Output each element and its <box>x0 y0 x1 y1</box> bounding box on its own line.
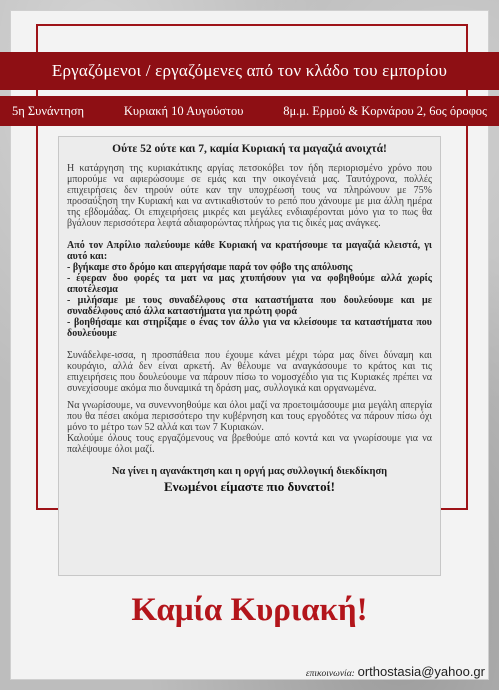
meeting-number: 5η Συνάντηση <box>12 103 85 118</box>
slogan-line-1: Να γίνει η αγανάκτηση και η οργή μας συλλογική διεκδίκηση <box>111 466 388 477</box>
action-item: - βγήκαμε στο δρόμο και απεργήσαμε παρά τον φόβο της απόλυσης <box>67 262 353 273</box>
contact-line <box>306 664 485 679</box>
contact-email[interactable]: orthostasia@yahoo.gr <box>357 664 485 679</box>
paragraph-3: Να γνωρίσουμε, να συνεννοηθούμε και όλοι μαζί να προετοιμάσουμε μια μεγάλη απεργία που θα πέσει ακόμα περισσότερο την κυβέρνηση και τους εργοδότες να πάρουν πίσω όχι μόνο το μέτρο των 52 αλλά και των 7 Κυριακών. <box>67 400 432 433</box>
meeting-date: Κυριακή 10 Αυγούστου <box>123 103 244 118</box>
slogan-line-2: Ενωμένοι είμαστε πιο δυνατοί! <box>164 479 335 494</box>
action-item: - μιλήσαμε με τους συναδέλφους στα καταστήματα που δουλεύουμε και με συναδέλφους από άλλα καταστήματα για πρώτη φορά <box>67 295 432 317</box>
paragraph-2: Συνάδελφε-ισσα, η προσπάθεια που έχουμε κάνει μέχρι τώρα μας δίνει δύναμη και κουράγιο, αλλά δεν είναι αρκετή. Αν θέλουμε να αναγκάσουμε το κράτος και τις επιχειρήσεις που δουλεύουμε να πάρουν πίσω το νομοσχέδιο για τις Κυριακές πρέπει να συνεχίσουμε ακόμα πιο δυναμικά τη δράση μας, συλλογικά και οργανωμένα. <box>67 350 432 394</box>
article-box <box>58 136 441 576</box>
paragraph-4: Καλούμε όλους τους εργαζόμενους να βρεθούμε από κοντά και να γνωρίσουμε για να παλέψουμε όλοι μαζί. <box>67 433 432 455</box>
header-banner <box>0 52 499 90</box>
contact-label: επικοινωνία: <box>305 669 355 679</box>
poster-title: Εργαζόμενοι / εργαζόμενες από τον κλάδο του εμπορίου <box>51 61 448 80</box>
article-headline: Ούτε 52 ούτε και 7, καμία Κυριακή τα μαγαζιά ανοιχτά! <box>112 143 387 155</box>
meeting-info-banner <box>0 96 499 126</box>
action-item: - βοηθήσαμε και στηρίξαμε ο ένας τον άλλο για να κλείσουμε τα καταστήματα που δουλεύουμε <box>67 317 432 339</box>
meeting-place: 8μ.μ. Ερμού & Κορνάρου 2, 6ος όροφος <box>283 103 487 118</box>
paragraph-1: Η κατάργηση της κυριακάτικης αργίας πετσοκόβει τον ήδη περιορισμένο χρόνο που μπορούμε να αφιερώσουμε σε εμάς και την οικογένειά μας. Ταυτόχρονα, πολλές επιχειρήσεις δεν τηρούν ούτε καν την υποχρέωσή τους να πληρώνουν με 75% προσαύξηση την Κυριακή και να αντικαθιστούν το ρεπό που χάνουμε με μια άλλη ημέρα της εβδομάδας. Οι επιχειρήσεις μικρές και μεγάλες ενδιαφέρονται μόνο για το πως θα βγάλουν περισσότερα λεφτά αδιαφορώντας πλήρως για τις δικές μας ανάγκες. <box>67 163 432 229</box>
action-item: - έφεραν δυο φορές τα ματ να μας χτυπήσουν για να φοβηθούμε αλλά χωρίς αποτέλεσμα <box>67 273 432 295</box>
main-slogan: Καμία Κυριακή! <box>131 592 368 628</box>
bold-intro: Από τον Απρίλιο παλεύουμε κάθε Κυριακή να κρατήσουμε τα μαγαζιά κλειστά, γι αυτό και: <box>67 240 432 262</box>
action-list <box>67 262 432 339</box>
